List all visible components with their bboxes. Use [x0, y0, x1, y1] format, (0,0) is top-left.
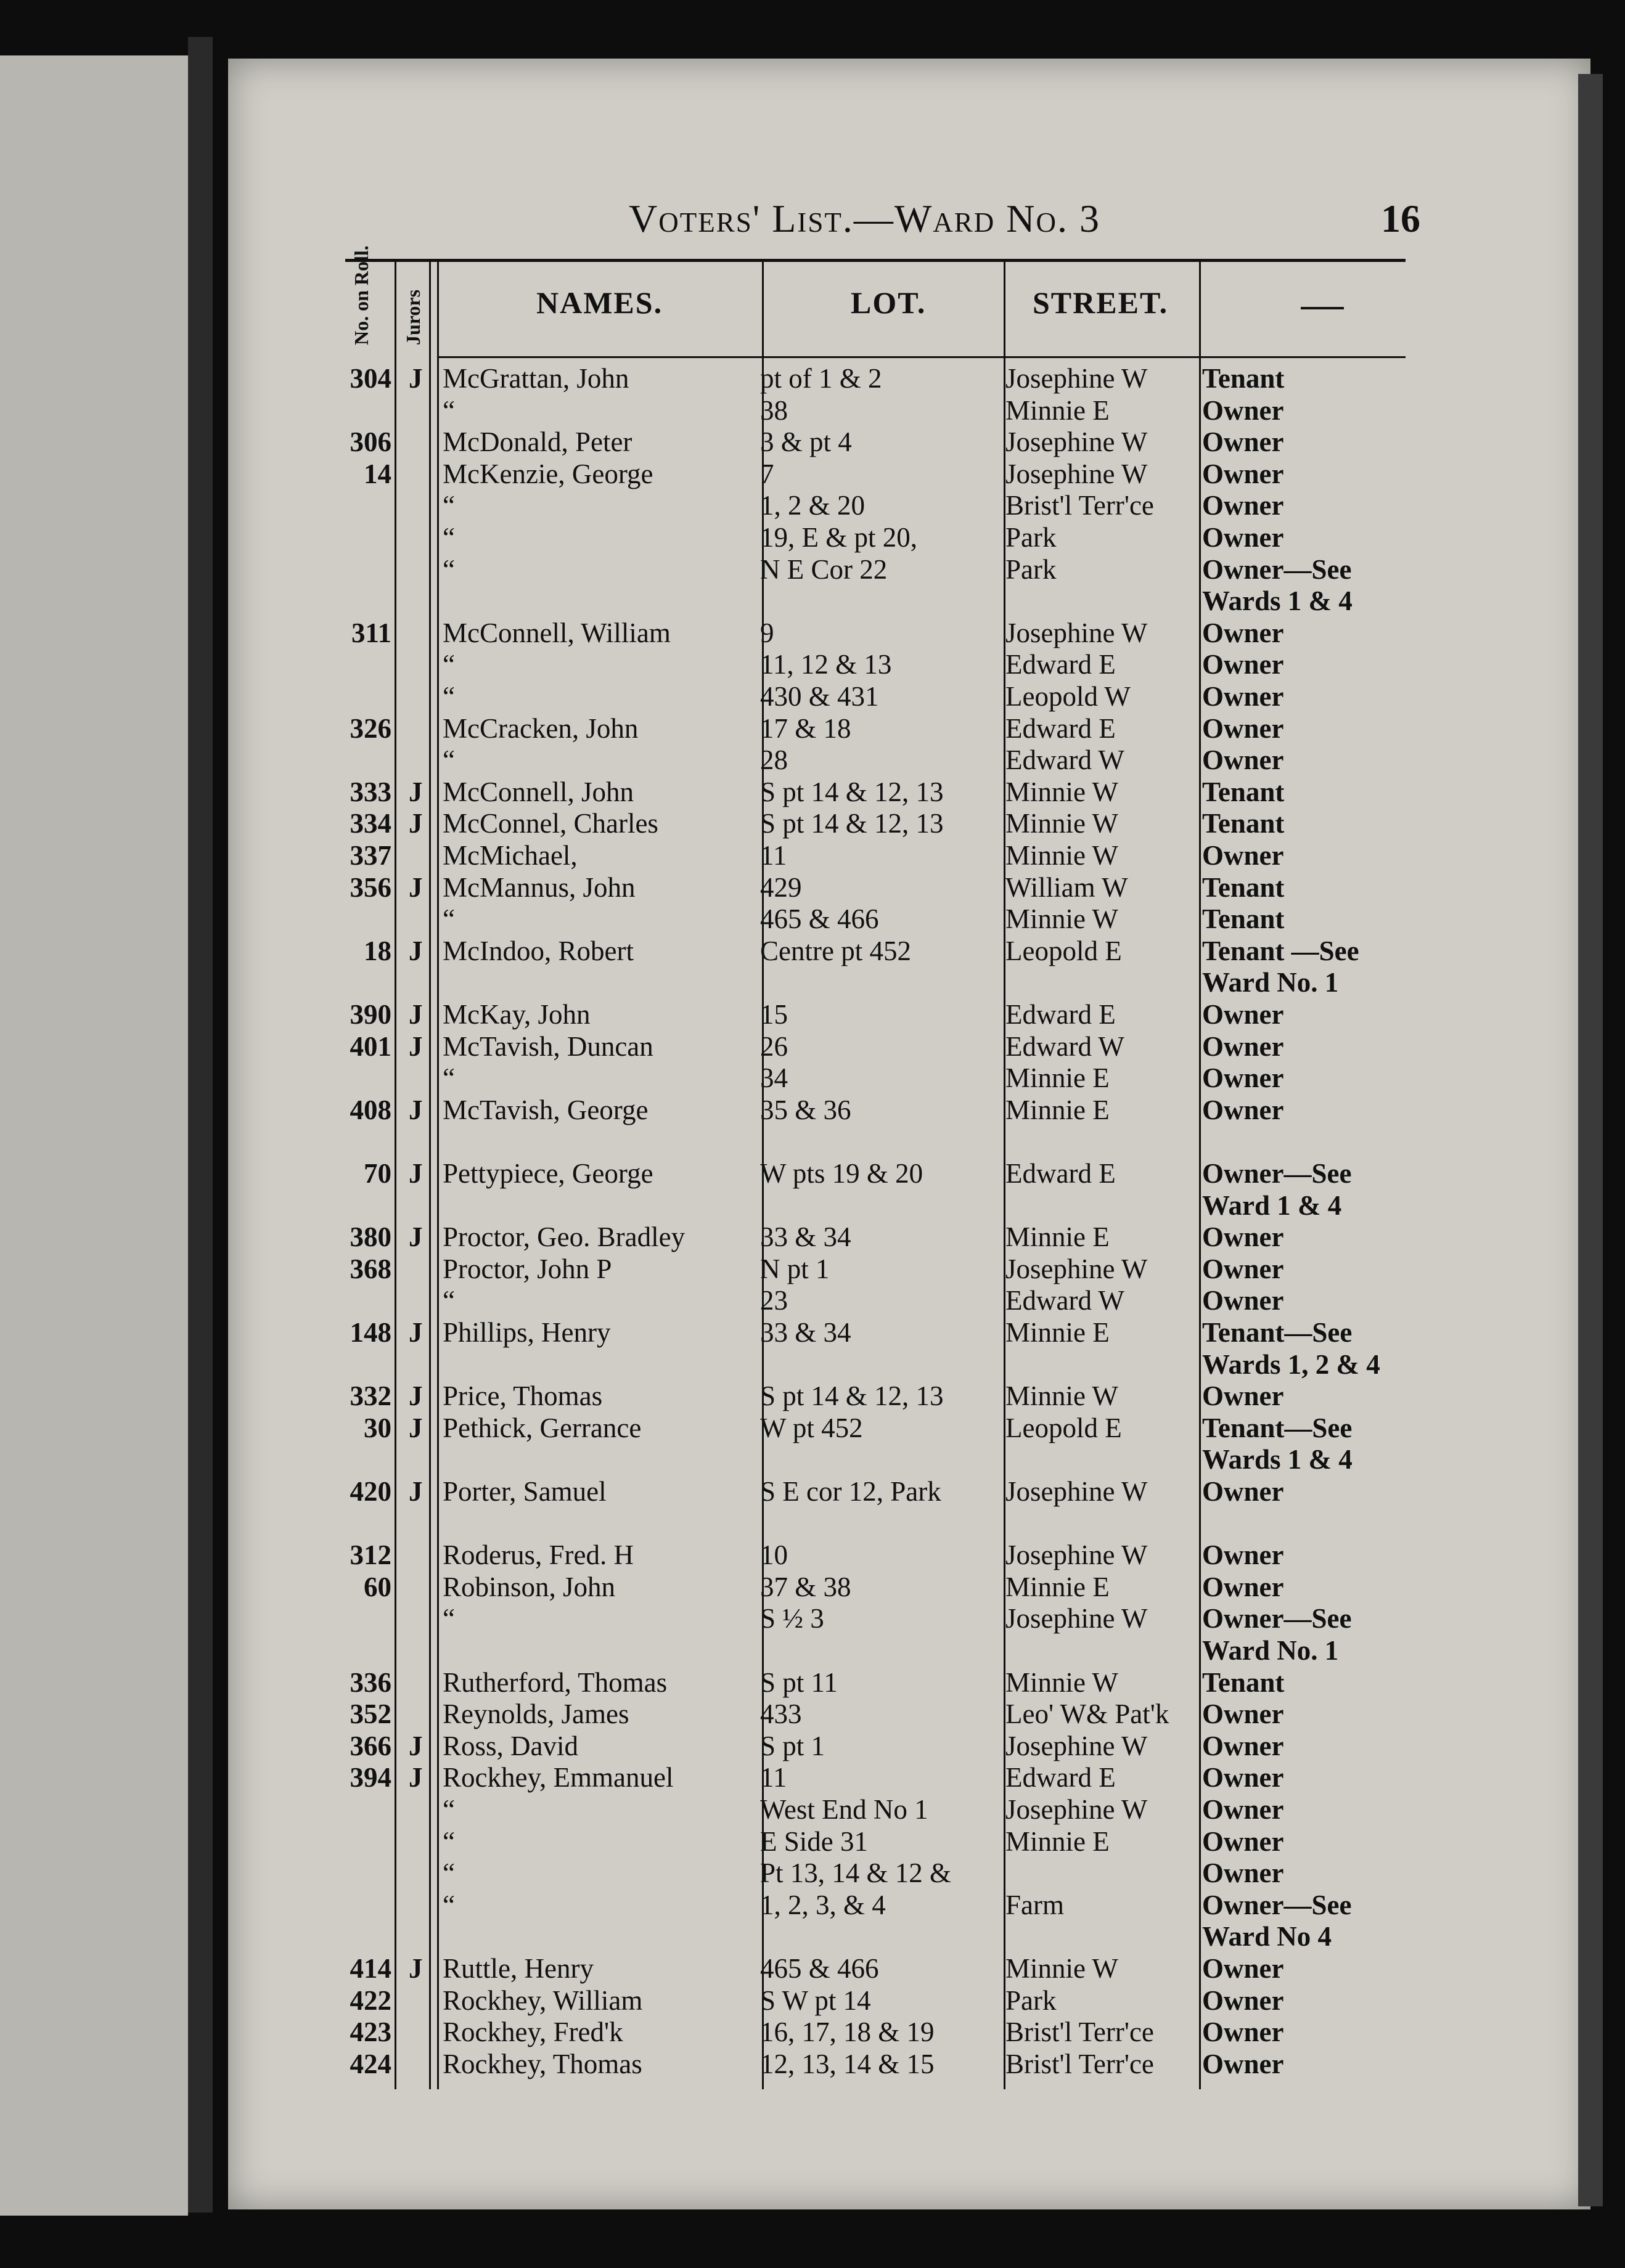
- status-cell: Owner: [1202, 1762, 1284, 1793]
- status-cell: Tenant: [1202, 904, 1285, 935]
- table-row: [0, 1602, 1625, 1634]
- table-row: [0, 903, 1625, 935]
- table-row: [0, 1221, 1625, 1253]
- roll-number: 60: [364, 1571, 391, 1602]
- table-row: [0, 1253, 1625, 1285]
- street-cell: Leopold E: [1005, 935, 1122, 966]
- street-cell: Minnie E: [1005, 1094, 1110, 1125]
- voter-name: Ruttle, Henry: [443, 1953, 594, 1984]
- table-row: [0, 1125, 1625, 1157]
- street-cell: Josephine W: [1005, 458, 1148, 489]
- status-cell: Ward 1 & 4: [1202, 1189, 1342, 1221]
- street-cell: Minnie E: [1005, 394, 1110, 426]
- table-row: [0, 521, 1625, 553]
- street-cell: Leopold W: [1005, 681, 1131, 712]
- status-cell: Owner—See: [1202, 553, 1352, 585]
- voter-name: McMichael,: [443, 840, 578, 871]
- status-cell: Ward No 4: [1202, 1921, 1332, 1952]
- lot-cell: 11: [760, 1762, 787, 1793]
- roll-number: 311: [351, 617, 391, 648]
- roll-number: 18: [364, 935, 391, 966]
- street-cell: Josephine W: [1005, 1476, 1148, 1507]
- street-cell: Edward E: [1005, 712, 1116, 744]
- roll-number: 380: [350, 1222, 391, 1253]
- status-cell: Tenant—See: [1202, 1412, 1353, 1443]
- voter-name: Pethick, Gerrance: [443, 1412, 642, 1443]
- status-cell: Owner: [1202, 458, 1284, 489]
- roll-number: 422: [350, 1985, 391, 2016]
- lot-cell: 28: [760, 744, 788, 776]
- juror-mark: J: [409, 871, 423, 903]
- lot-cell: 33 & 34: [760, 1222, 851, 1253]
- table-row: [0, 2016, 1625, 2048]
- voter-name: “: [443, 1063, 455, 1094]
- voter-name: McIndoo, Robert: [443, 935, 634, 966]
- voter-name: McDonald, Peter: [443, 426, 632, 458]
- lot-cell: 7: [760, 458, 774, 489]
- voter-name: McKenzie, George: [443, 458, 653, 489]
- status-cell: Tenant: [1202, 871, 1285, 903]
- voter-name: “: [443, 553, 455, 585]
- status-cell: Owner: [1202, 744, 1284, 776]
- voter-name: McConnell, William: [443, 617, 671, 648]
- lot-column-header: LOT.: [851, 285, 927, 320]
- status-cell: Owner: [1202, 1794, 1284, 1825]
- status-cell: Owner—See: [1202, 1158, 1352, 1189]
- voter-name: “: [443, 522, 455, 553]
- lot-cell: 433: [760, 1699, 802, 1730]
- roll-number: 148: [350, 1317, 391, 1348]
- roll-number: 394: [350, 1762, 391, 1793]
- voter-name: Rockhey, William: [443, 1985, 643, 2016]
- table-row: [0, 680, 1625, 712]
- roll-number: 352: [350, 1699, 391, 1730]
- status-cell: Owner: [1202, 426, 1284, 458]
- voter-name: McConnel, Charles: [443, 808, 658, 839]
- roll-number: 424: [350, 2048, 391, 2079]
- lot-cell: S pt 14 & 12, 13: [760, 1381, 944, 1412]
- table-row: [0, 1985, 1625, 2017]
- lot-cell: 16, 17, 18 & 19: [760, 2017, 935, 2048]
- voter-name: Ross, David: [443, 1730, 579, 1761]
- voter-name: Proctor, Geo. Bradley: [443, 1222, 686, 1253]
- table-row: [0, 807, 1625, 839]
- table-row: [0, 489, 1625, 521]
- street-cell: Minnie W: [1005, 1953, 1118, 1984]
- lot-cell: E Side 31: [760, 1825, 868, 1857]
- status-cell: Owner—See: [1202, 1603, 1352, 1634]
- lot-cell: 429: [760, 871, 802, 903]
- voter-name: “: [443, 1285, 455, 1316]
- status-cell: Owner: [1202, 2048, 1284, 2079]
- table-row: [0, 553, 1625, 585]
- status-cell: Owner: [1202, 522, 1284, 553]
- status-cell: Owner: [1202, 394, 1284, 426]
- street-cell: Edward W: [1005, 1285, 1124, 1316]
- juror-mark: J: [409, 1412, 423, 1443]
- roll-number: 312: [350, 1540, 391, 1571]
- roll-number: 337: [350, 840, 391, 871]
- lot-cell: N pt 1: [760, 1253, 830, 1284]
- lot-cell: S pt 14 & 12, 13: [760, 808, 944, 839]
- juror-mark: J: [409, 1094, 423, 1125]
- voter-name: “: [443, 681, 455, 712]
- table-row: [0, 1730, 1625, 1762]
- roll-number: 356: [350, 871, 391, 903]
- lot-cell: S W pt 14: [760, 1985, 871, 2016]
- table-row: [0, 744, 1625, 776]
- voter-name: “: [443, 904, 455, 935]
- juror-mark: J: [409, 1730, 423, 1761]
- street-cell: Park: [1005, 553, 1057, 585]
- status-cell: Owner: [1202, 1381, 1284, 1412]
- street-cell: Leo' W& Pat'k: [1005, 1699, 1169, 1730]
- street-cell: William W: [1005, 871, 1128, 903]
- table-row: [0, 1094, 1625, 1126]
- roll-number: 401: [350, 1030, 391, 1062]
- roll-number: 366: [350, 1730, 391, 1761]
- status-cell: Wards 1, 2 & 4: [1202, 1348, 1380, 1380]
- voter-name: Pettypiece, George: [443, 1158, 653, 1189]
- table-row: [0, 1189, 1625, 1222]
- status-cell: Owner: [1202, 649, 1284, 680]
- lot-cell: 11, 12 & 13: [760, 649, 892, 680]
- street-cell: Park: [1005, 522, 1057, 553]
- status-cell: Tenant: [1202, 776, 1285, 807]
- voter-name: “: [443, 649, 455, 680]
- roll-number: 336: [350, 1666, 391, 1698]
- lot-cell: S E cor 12, Park: [760, 1476, 941, 1507]
- lot-cell: 35 & 36: [760, 1094, 851, 1125]
- table-row: [0, 1920, 1625, 1952]
- street-cell: Edward W: [1005, 744, 1124, 776]
- lot-cell: 17 & 18: [760, 712, 851, 744]
- street-cell: Minnie E: [1005, 1317, 1110, 1348]
- table-row: [0, 1157, 1625, 1189]
- lot-cell: Pt 13, 14 & 12 &: [760, 1858, 952, 1889]
- voter-name: Price, Thomas: [443, 1381, 603, 1412]
- status-cell: Owner: [1202, 617, 1284, 648]
- voter-name: “: [443, 1825, 455, 1857]
- lot-cell: 430 & 431: [760, 681, 879, 712]
- status-cell: Ward No. 1: [1202, 967, 1339, 998]
- status-cell: Ward No. 1: [1202, 1635, 1339, 1666]
- roll-number: 70: [364, 1158, 391, 1189]
- table-row: [0, 1634, 1625, 1666]
- lot-cell: 12, 13, 14 & 15: [760, 2048, 935, 2079]
- table-row: [0, 776, 1625, 808]
- voter-name: McTavish, Duncan: [443, 1030, 653, 1062]
- juror-mark: J: [409, 1317, 423, 1348]
- lot-cell: pt of 1 & 2: [760, 363, 882, 394]
- lot-cell: 34: [760, 1063, 788, 1094]
- table-row: [0, 1793, 1625, 1825]
- roll-number: 326: [350, 712, 391, 744]
- street-cell: Farm: [1005, 1889, 1064, 1920]
- roll-number: 390: [350, 999, 391, 1030]
- voter-name: Rockhey, Thomas: [443, 2048, 642, 2079]
- status-cell: Owner: [1202, 1699, 1284, 1730]
- roll-number: 304: [350, 363, 391, 394]
- voter-name: “: [443, 394, 455, 426]
- street-cell: Josephine W: [1005, 1540, 1148, 1571]
- status-cell: Owner: [1202, 712, 1284, 744]
- street-cell: Minnie W: [1005, 808, 1118, 839]
- street-cell: Minnie W: [1005, 1666, 1118, 1698]
- table-row: [0, 1380, 1625, 1412]
- status-cell: Tenant —See: [1202, 935, 1359, 966]
- roll-number: 414: [350, 1953, 391, 1984]
- status-cell: Wards 1 & 4: [1202, 585, 1353, 617]
- roll-number: 30: [364, 1412, 391, 1443]
- status-cell: Tenant: [1202, 363, 1285, 394]
- voter-name: “: [443, 490, 455, 521]
- status-cell: Owner: [1202, 1730, 1284, 1761]
- street-cell: Minnie W: [1005, 1381, 1118, 1412]
- status-cell: Owner: [1202, 1063, 1284, 1094]
- juror-mark: J: [409, 776, 423, 807]
- lot-cell: 10: [760, 1540, 788, 1571]
- table-row: [0, 966, 1625, 998]
- street-cell: Edward E: [1005, 999, 1116, 1030]
- status-cell: Tenant: [1202, 808, 1285, 839]
- status-cell: Owner: [1202, 1476, 1284, 1507]
- voter-name: Reynolds, James: [443, 1699, 629, 1730]
- street-cell: Josephine W: [1005, 1730, 1148, 1761]
- status-cell: Owner—See: [1202, 1889, 1352, 1920]
- table-row: [0, 1952, 1625, 1985]
- header-rule: [345, 259, 1406, 262]
- lot-cell: 1, 2 & 20: [760, 490, 866, 521]
- voter-name: McGrattan, John: [443, 363, 629, 394]
- table-row: [0, 648, 1625, 680]
- roll-number: 408: [350, 1094, 391, 1125]
- jurors-column-header: Jurors: [402, 289, 424, 345]
- table-row: [0, 1348, 1625, 1381]
- table-row: [0, 1761, 1625, 1793]
- lot-cell: 19, E & pt 20,: [760, 522, 917, 553]
- lot-cell: 1, 2, 3, & 4: [760, 1889, 886, 1920]
- status-cell: Owner: [1202, 1253, 1284, 1284]
- voter-name: Rockhey, Fred'k: [443, 2017, 623, 2048]
- street-cell: Minnie W: [1005, 776, 1118, 807]
- voter-name: Rutherford, Thomas: [443, 1666, 668, 1698]
- table-row: [0, 1825, 1625, 1858]
- table-row: [0, 458, 1625, 490]
- table-row: [0, 1412, 1625, 1444]
- column-header-rule: [438, 356, 1406, 358]
- voter-name: Roderus, Fred. H: [443, 1540, 634, 1571]
- juror-mark: J: [409, 1953, 423, 1984]
- street-cell: Josephine W: [1005, 1794, 1148, 1825]
- street-cell: Edward E: [1005, 1762, 1116, 1793]
- juror-mark: J: [409, 935, 423, 966]
- table-row: [0, 935, 1625, 967]
- street-cell: Minnie W: [1005, 840, 1118, 871]
- status-cell: Owner: [1202, 1540, 1284, 1571]
- juror-mark: J: [409, 1381, 423, 1412]
- page-number: 16: [1381, 197, 1420, 240]
- status-cell: Owner: [1202, 2017, 1284, 2048]
- table-row: [0, 1030, 1625, 1063]
- lot-cell: Centre pt 452: [760, 935, 911, 966]
- street-cell: Josephine W: [1005, 363, 1148, 394]
- roll-number: 334: [350, 808, 391, 839]
- street-cell: Minnie E: [1005, 1825, 1110, 1857]
- table-row: [0, 839, 1625, 871]
- juror-mark: J: [409, 1030, 423, 1062]
- table-row: [0, 1475, 1625, 1507]
- juror-mark: J: [409, 363, 423, 394]
- table-row: [0, 362, 1625, 394]
- names-column-header: NAMES.: [536, 285, 663, 320]
- lot-cell: 26: [760, 1030, 788, 1062]
- lot-cell: 3 & pt 4: [760, 426, 852, 458]
- lot-cell: S ½ 3: [760, 1603, 824, 1634]
- roll-number: 423: [350, 2017, 391, 2048]
- status-cell: Owner: [1202, 1953, 1284, 1984]
- page-title: Voters' List.—Ward No. 3: [629, 197, 1100, 240]
- lot-cell: 15: [760, 999, 788, 1030]
- status-cell: Owner: [1202, 1222, 1284, 1253]
- roll-number: 368: [350, 1253, 391, 1284]
- voter-name: Robinson, John: [443, 1571, 616, 1602]
- table-row: [0, 1507, 1625, 1540]
- street-cell: Minnie E: [1005, 1571, 1110, 1602]
- table-row: [0, 1062, 1625, 1094]
- status-cell: Owner: [1202, 490, 1284, 521]
- lot-cell: W pts 19 & 20: [760, 1158, 923, 1189]
- street-cell: Brist'l Terr'ce: [1005, 490, 1154, 521]
- voter-name: “: [443, 1603, 455, 1634]
- street-cell: Brist'l Terr'ce: [1005, 2048, 1154, 2079]
- lot-cell: S pt 14 & 12, 13: [760, 776, 944, 807]
- table-row: [0, 1571, 1625, 1603]
- voter-name: McConnell, John: [443, 776, 634, 807]
- juror-mark: J: [409, 1222, 423, 1253]
- lot-cell: 465 & 466: [760, 904, 879, 935]
- status-cell: Tenant: [1202, 1666, 1285, 1698]
- lot-cell: W pt 452: [760, 1412, 863, 1443]
- voter-name: Proctor, John P: [443, 1253, 612, 1284]
- lot-cell: 11: [760, 840, 787, 871]
- voter-name: “: [443, 1858, 455, 1889]
- status-column-header-dash: [1301, 307, 1344, 309]
- street-cell: Leopold E: [1005, 1412, 1122, 1443]
- table-row: [0, 585, 1625, 617]
- voter-name: McKay, John: [443, 999, 591, 1030]
- status-cell: Owner: [1202, 681, 1284, 712]
- juror-mark: J: [409, 1476, 423, 1507]
- street-cell: Park: [1005, 1985, 1057, 2016]
- juror-mark: J: [409, 808, 423, 839]
- voter-name: Phillips, Henry: [443, 1317, 611, 1348]
- voter-name: “: [443, 1889, 455, 1920]
- street-cell: Josephine W: [1005, 617, 1148, 648]
- street-cell: Edward W: [1005, 1030, 1124, 1062]
- roll-number: 333: [350, 776, 391, 807]
- table-row: [0, 1698, 1625, 1730]
- voter-name: McCracken, John: [443, 712, 639, 744]
- lot-cell: 38: [760, 394, 788, 426]
- table-row: [0, 871, 1625, 904]
- juror-mark: J: [409, 1158, 423, 1189]
- status-cell: Owner: [1202, 1858, 1284, 1889]
- lot-cell: 465 & 466: [760, 1953, 879, 1984]
- lot-cell: 9: [760, 617, 774, 648]
- status-cell: Owner: [1202, 1571, 1284, 1602]
- table-row: [0, 617, 1625, 649]
- table-row: [0, 1284, 1625, 1316]
- voter-name: Porter, Samuel: [443, 1476, 607, 1507]
- roll-number: 306: [350, 426, 391, 458]
- street-cell: Brist'l Terr'ce: [1005, 2017, 1154, 2048]
- lot-cell: N E Cor 22: [760, 553, 888, 585]
- table-row: [0, 394, 1625, 426]
- status-cell: Owner: [1202, 999, 1284, 1030]
- roll-number: 332: [350, 1381, 391, 1412]
- roll-number: 420: [350, 1476, 391, 1507]
- street-cell: Minnie W: [1005, 904, 1118, 935]
- juror-mark: J: [409, 999, 423, 1030]
- street-cell: Josephine W: [1005, 426, 1148, 458]
- street-cell: Josephine W: [1005, 1603, 1148, 1634]
- street-cell: Edward E: [1005, 649, 1116, 680]
- street-column-header: STREET.: [1033, 285, 1169, 320]
- table-row: [0, 426, 1625, 458]
- status-cell: Owner: [1202, 840, 1284, 871]
- table-row: [0, 1443, 1625, 1475]
- status-cell: Owner: [1202, 1825, 1284, 1857]
- status-cell: Tenant—See: [1202, 1317, 1353, 1348]
- lot-cell: West End No 1: [760, 1794, 928, 1825]
- voter-name: McTavish, George: [443, 1094, 649, 1125]
- roll-column-header: No. on Roll.: [350, 245, 372, 345]
- roll-number: 14: [364, 458, 391, 489]
- table-row: [0, 712, 1625, 744]
- status-cell: Owner: [1202, 1094, 1284, 1125]
- status-cell: Owner: [1202, 1030, 1284, 1062]
- table-row: [0, 1889, 1625, 1921]
- lot-cell: S pt 1: [760, 1730, 825, 1761]
- street-cell: Minnie E: [1005, 1222, 1110, 1253]
- lot-cell: 33 & 34: [760, 1317, 851, 1348]
- voter-name: “: [443, 744, 455, 776]
- lot-cell: S pt 11: [760, 1666, 838, 1698]
- table-row: [0, 998, 1625, 1030]
- voter-name: McMannus, John: [443, 871, 636, 903]
- table-row: [0, 1539, 1625, 1571]
- status-cell: Owner: [1202, 1985, 1284, 2016]
- lot-cell: 37 & 38: [760, 1571, 851, 1602]
- lot-cell: 23: [760, 1285, 788, 1316]
- status-cell: Wards 1 & 4: [1202, 1444, 1353, 1475]
- street-cell: Josephine W: [1005, 1253, 1148, 1284]
- street-cell: Edward E: [1005, 1158, 1116, 1189]
- table-row: [0, 2048, 1625, 2080]
- table-row: [0, 1316, 1625, 1348]
- status-cell: Owner: [1202, 1285, 1284, 1316]
- voter-name: “: [443, 1794, 455, 1825]
- voter-name: Rockhey, Emmanuel: [443, 1762, 674, 1793]
- table-row: [0, 1857, 1625, 1889]
- street-cell: Minnie E: [1005, 1063, 1110, 1094]
- table-row: [0, 1666, 1625, 1699]
- juror-mark: J: [409, 1762, 423, 1793]
